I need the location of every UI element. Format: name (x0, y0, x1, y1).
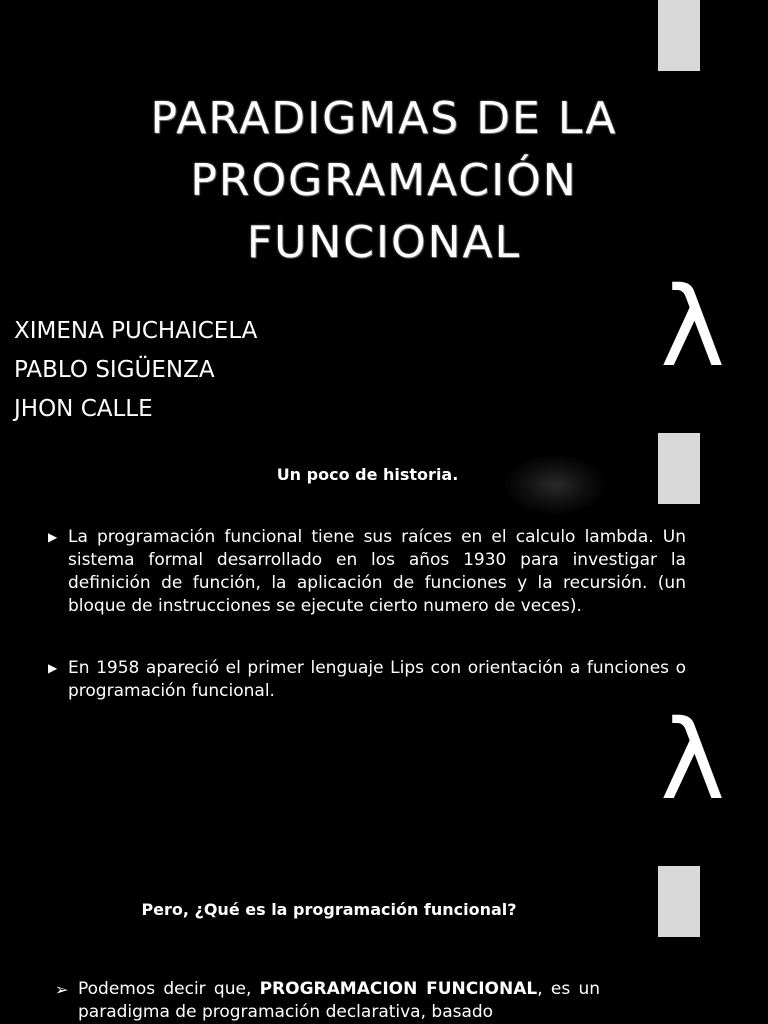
lambda-icon: λ (660, 696, 726, 824)
text-after: , es un paradigma de programación declarativa, basado (78, 979, 600, 1022)
bullet-text (78, 978, 600, 1024)
author-name: JHON CALLE (14, 396, 153, 422)
text-before: Podemos decir que, (78, 979, 260, 999)
history-bullet (48, 657, 686, 703)
slide1-gray-block (658, 0, 700, 71)
author-name: XIMENA PUCHAICELA (14, 318, 258, 344)
decorative-glow (505, 455, 605, 515)
slide1-title (0, 88, 768, 274)
bullet-text: En 1958 apareció el primer lenguaje Lips con orientación a funciones o programación funcional. (68, 658, 686, 701)
triangle-bullet-icon: ▶ (48, 530, 58, 544)
author-list (14, 312, 257, 429)
arrow-bullet-icon: ➢ (55, 980, 69, 999)
text-bold: PROGRAMACION FUNCIONAL (259, 979, 538, 999)
slide3-gray-block (658, 866, 700, 937)
author-name: PABLO SIGÜENZA (14, 357, 215, 383)
history-bullet (48, 526, 686, 618)
title-line-3: FUNCIONAL (246, 217, 522, 268)
slide3-heading: Pero, ¿Qué es la programación funcional? (141, 900, 517, 919)
definition-bullet (55, 978, 600, 1024)
lambda-icon: λ (660, 263, 726, 391)
slide2-heading: Un poco de historia. (276, 465, 459, 484)
triangle-bullet-icon: ▶ (48, 661, 58, 675)
bullet-text: La programación funcional tiene sus raíces en el calculo lambda. Un sistema formal desarrollado en los años 1930 para investigar la definición de función, la aplicación de funciones y la recursión. (un bloque de instrucciones se ejecute cierto numero de veces). (68, 527, 686, 616)
title-line-1: PARADIGMAS DE LA (150, 93, 618, 144)
title-line-2: PROGRAMACIÓN (190, 155, 578, 206)
